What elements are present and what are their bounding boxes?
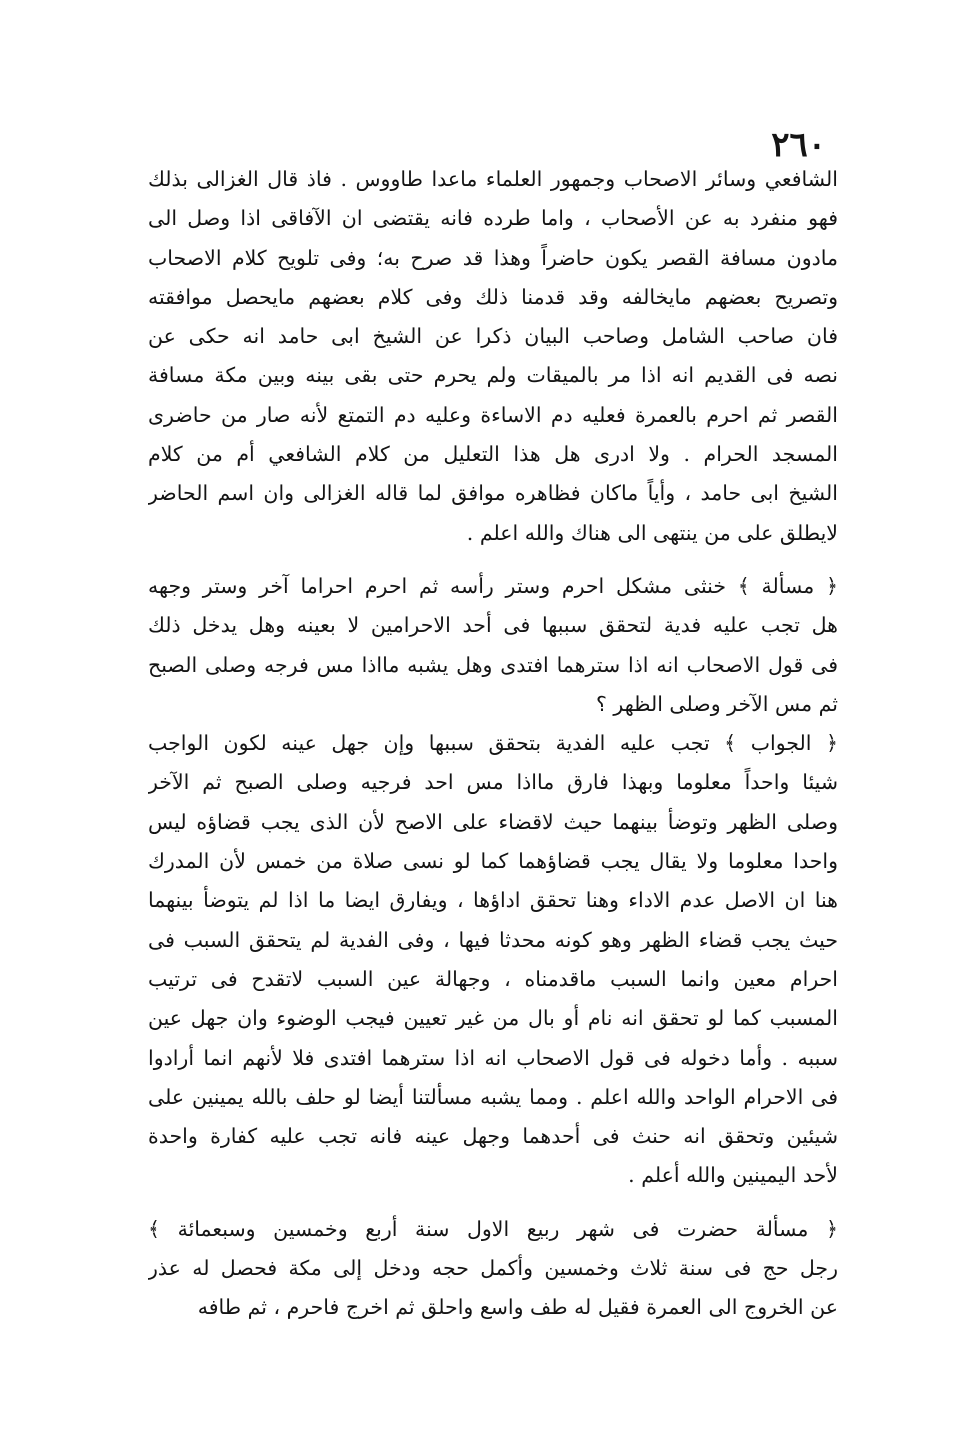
text-line: فهو منفرد به عن الأصحاب ، واما طرده فانه يقتضى ان الآفاقى اذا وصل الى (148, 206, 838, 231)
text-line: ﴿ الجواب ﴾ تجب عليه الفدية بتحقق سببها وإن جهل عينه لكون الواجب (148, 731, 838, 756)
text-line: ﴿ مسألة ﴾ خنثى مشكل احرم وستر رأسه ثم احرم احراما آخر وستر وجهه (148, 573, 838, 598)
text-line: المسجد الحرام . ولا ادرى هل هذا التعليل من كلام الشافعي أم من كلام (148, 442, 838, 467)
text-line: شيئا واحداً معلوما وبهذا فارق مااذا مس احد فرجيه وصلى الصبح ثم الآخر (148, 770, 838, 795)
paragraph-gap (148, 1196, 838, 1210)
text-line: رجل حج فى سنة ثلاث وخمسين وأكمل حجه ودخل إلى مكة فحصل له عذر (148, 1256, 838, 1281)
text-line: فى قول الاصحاب انه اذا سترهما افتدى وهل يشبه مااذا مس فرجه وصلى الصبح (148, 652, 838, 677)
text-line: سببه . وأما دخوله فى قول الاصحاب انه اذا سترهما افتدى فلا لأنهم انما أرادوا (148, 1045, 838, 1070)
text-line: لايطلق على من ينتهى الى هناك والله اعلم . (466, 520, 838, 545)
page-number: ٢٦٠ (771, 125, 826, 165)
text-line: مادون مسافة القصر يكون حاضراً وهذا قد صرح به؛ وفى تلويح كلام الاصحاب (148, 245, 838, 270)
paragraph-gap (148, 553, 838, 567)
text-line: الشيخ ابى حامد ، وأياً ماكان فظاهره موافق لما قاله الغزالى وان اسم الحاضر (148, 481, 838, 506)
paragraph (148, 160, 838, 553)
text-line: احرام معين وانما السبب ماقدمناه ، وجهالة عين السبب لاتقدح فى ترتيب (148, 966, 838, 991)
body-text (148, 160, 838, 1328)
paragraph (148, 567, 838, 724)
text-line: ثم مس الآخر وصلى الظهر ؟ (596, 691, 838, 716)
paragraph (148, 1210, 838, 1328)
text-line: هل تجب عليه فدية لتحقق سببها فى أحد الاحرامين لا بعينه وهل يدخل ذلك (148, 613, 838, 638)
text-line: فى الاحرام الواحد والله اعلم . ومما يشبه مسألتنا أيضا لو حلف بالله يمينين على (148, 1084, 838, 1109)
text-line: القصر ثم احرم بالعمرة فعليه دم الاساءة وعليه دم التمتع لأنه صار من حاضرى (148, 402, 838, 427)
text-line: فان صاحب الشامل وصاحب البيان ذكرا عن الشيخ ابى حامد انه حكى عن (148, 324, 838, 349)
paragraph (148, 724, 838, 1196)
text-line: لأحد اليمينين والله أعلم . (628, 1163, 838, 1188)
text-line: حيث يجب قضاء الظهر وهو كونه محدثا فيها ، وفى الفدية لم يتحقق السبب فى (148, 927, 838, 952)
text-line: واحدا معلوما ولا يقال يجب قضاؤهما كما لو نسى صلاة من خمس لأن المدرك (148, 849, 838, 874)
text-line: هنا ان الاصل عدم الاداء وهنا تحقق اداؤها ، ويفارق ايضا ما اذا لم يتوضأ بينهما (148, 888, 838, 913)
text-line: ﴿ مسألة حضرت فى شهر ربيع الاول سنة أربع وخمسين وسبعمائة ﴾ (148, 1216, 838, 1241)
text-line: عن الخروج الى العمرة فقيل له طف واسع واحلق ثم اخرج فاحرم ، ثم طافه (197, 1295, 838, 1320)
text-line: الشافعي وسائر الاصحاب وجمهور العلماء ماعدا طاووس . فاذ قال الغزالى بذلك (148, 167, 838, 191)
text-line: شيئين وتحقق انه حنث فى أحدهما وجهل عينه فانه تجب عليه كفارة واحدة (148, 1124, 838, 1149)
text-line: المسبب كما لو تحقق انه نام أو بال من غير تعيين فيجب الوضوء وان جهل عين (148, 1006, 838, 1031)
text-line: وصلى الظهر وتوضأ بينهما حيث لاقضاء على الاصح لأن الذى يجب قضاؤه ليس (148, 809, 838, 834)
text-line: نصه فى القديم انه اذا مر بالميقات ولم يحرم حتى بقى بينه وبين مكة مسافة (148, 363, 838, 388)
text-line: وتصريح بعضهم مايخالفه وقد قدمنا ذلك وفى كلام بعضهم مايحصل موافقته (148, 284, 838, 309)
